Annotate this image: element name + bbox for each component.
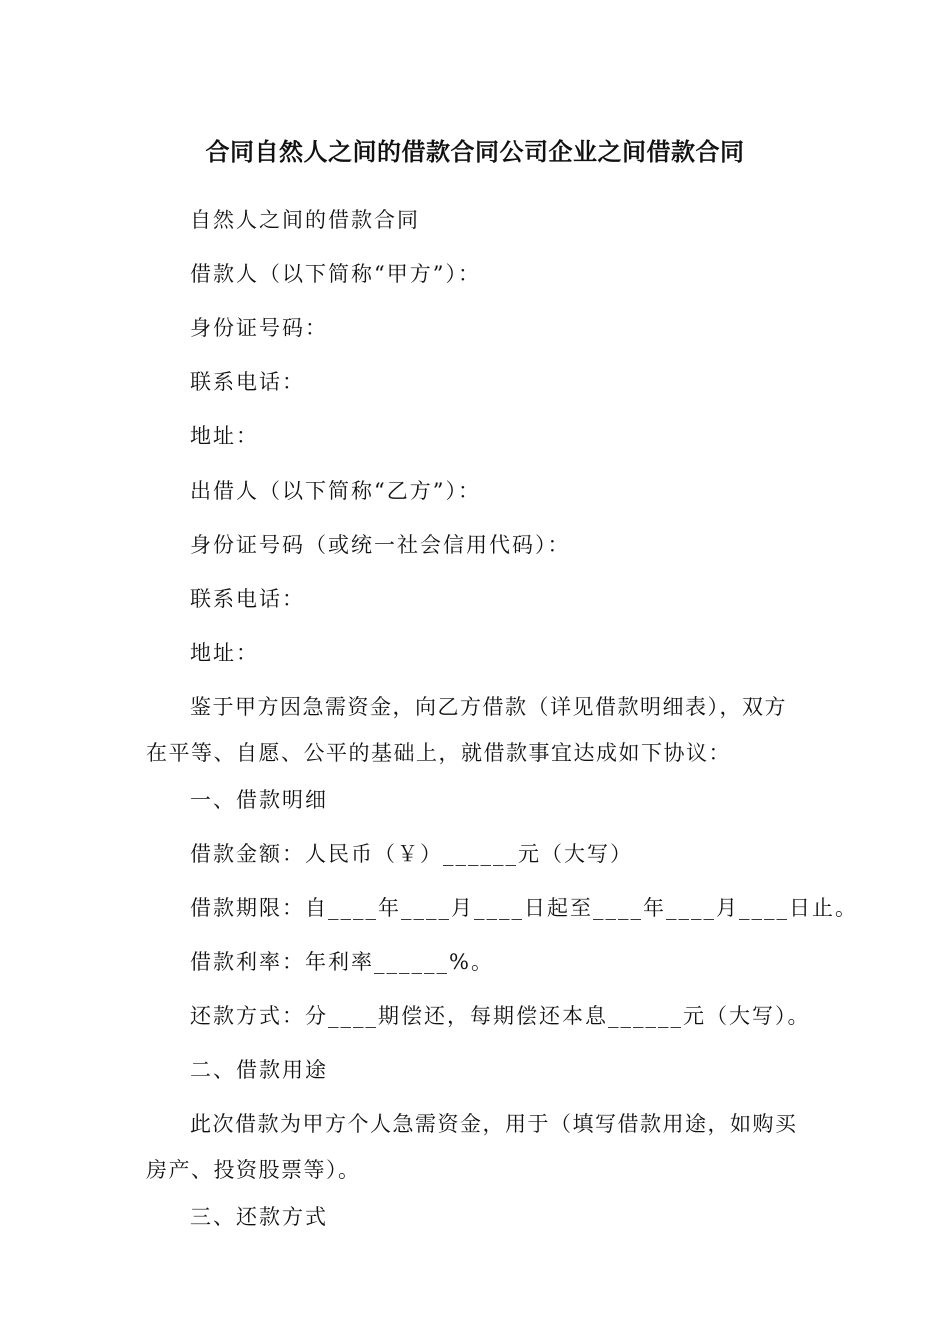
paragraph-lender-phone: 联系电话：: [190, 587, 305, 611]
paragraph-repayment-method: 还款方式：分____期偿还，每期偿还本息______元（大写）。: [190, 1004, 811, 1028]
paragraph-borrower-id: 身份证号码：: [190, 316, 328, 340]
paragraph-borrower: 借款人（以下简称“甲方”）：: [190, 262, 481, 286]
paragraph-borrower-phone: 联系电话：: [190, 370, 305, 394]
paragraph-loan-purpose: 此次借款为甲方个人急需资金，用于（填写借款用途，如购买房产、投资股票等）。: [146, 1112, 798, 1182]
paragraph-contract-name: 自然人之间的借款合同: [190, 208, 420, 232]
paragraph-preamble: 鉴于甲方因急需资金，向乙方借款（详见借款明细表），双方在平等、自愿、公平的基础上，就借款事宜达成如下协议：: [146, 695, 787, 765]
section-heading-loan-purpose: 二、借款用途: [190, 1058, 328, 1082]
paragraph-loan-rate: 借款利率：年利率______%。: [190, 950, 494, 974]
document-title: 合同自然人之间的借款合同公司企业之间借款合同: [205, 138, 745, 166]
section-heading-repayment: 三、还款方式: [190, 1205, 328, 1229]
paragraph-loan-amount: 借款金额：人民币（￥）______元（大写）: [190, 842, 633, 866]
section-heading-loan-details: 一、借款明细: [190, 788, 328, 812]
paragraph-lender-address: 地址：: [190, 641, 259, 665]
paragraph-loan-term: 借款期限：自____年____月____日起至____年____月____日止。: [190, 896, 858, 920]
paragraph-lender-id: 身份证号码（或统一社会信用代码）：: [190, 533, 571, 557]
paragraph-lender: 出借人（以下简称“乙方”）：: [190, 479, 481, 503]
paragraph-borrower-address: 地址：: [190, 424, 259, 448]
